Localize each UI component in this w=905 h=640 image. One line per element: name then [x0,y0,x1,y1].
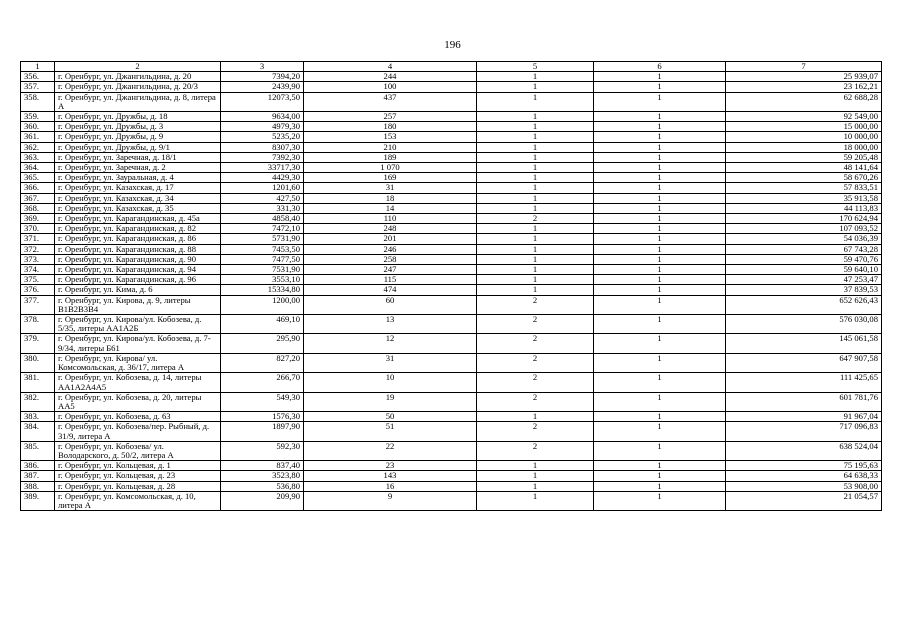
row-number-cell: 372. [21,244,55,254]
area-cell: 331,30 [221,203,304,213]
count-cell: 51 [304,422,477,441]
amount-cell: 652 626,43 [726,295,882,314]
row-number-cell: 370. [21,224,55,234]
address-cell: г. Оренбург, ул. Карагандинская, д. 90 [55,254,221,264]
amount-cell: 57 833,51 [726,183,882,193]
col-5-value-cell: 2 [477,422,594,441]
col-6-value-cell: 1 [594,214,726,224]
amount-cell: 67 743,28 [726,244,882,254]
count-cell: 1 070 [304,163,477,173]
amount-cell: 647 907,58 [726,353,882,372]
col-5-value-cell: 1 [477,285,594,295]
col-6-value-cell: 1 [594,82,726,92]
table-row [21,214,882,224]
count-cell: 13 [304,315,477,334]
row-number-cell: 365. [21,173,55,183]
table-row [21,295,882,314]
count-cell: 115 [304,275,477,285]
col-5-value-cell: 1 [477,82,594,92]
amount-cell: 21 054,57 [726,491,882,510]
count-cell: 244 [304,72,477,82]
amount-cell: 717 096,83 [726,422,882,441]
row-number-cell: 385. [21,441,55,460]
col-5-value-cell: 1 [477,224,594,234]
count-cell: 143 [304,471,477,481]
area-cell: 5731,90 [221,234,304,244]
col-5-value-cell: 1 [477,72,594,82]
amount-cell: 601 781,76 [726,392,882,411]
address-cell: г. Оренбург, ул. Кобозева/пер. Рыбный, д. 31/9, литера А [55,422,221,441]
address-cell: г. Оренбург, ул. Кольцевая, д. 28 [55,481,221,491]
col-5-value-cell: 1 [477,203,594,213]
row-number-cell: 362. [21,142,55,152]
col-5-value-cell: 1 [477,173,594,183]
table-row [21,112,882,122]
housing-register-table [20,61,882,511]
row-number-cell: 378. [21,315,55,334]
address-cell: г. Оренбург, ул. Джангильдина, д. 8, литера А [55,92,221,111]
col-6-value-cell: 1 [594,72,726,82]
col-6-value-cell: 1 [594,152,726,162]
address-cell: г. Оренбург, ул. Заречная, д. 2 [55,163,221,173]
amount-cell: 576 030,08 [726,315,882,334]
address-cell: г. Оренбург, ул. Джангильдина, д. 20/3 [55,82,221,92]
count-cell: 258 [304,254,477,264]
table-row [21,224,882,234]
table-row [21,265,882,275]
area-cell: 3553,10 [221,275,304,285]
table-row [21,334,882,353]
col-5-value-cell: 1 [477,275,594,285]
area-cell: 7394,20 [221,72,304,82]
row-number-cell: 360. [21,122,55,132]
col-6-value-cell: 1 [594,392,726,411]
area-cell: 9634,00 [221,112,304,122]
amount-cell: 92 549,00 [726,112,882,122]
table-row [21,142,882,152]
row-number-cell: 384. [21,422,55,441]
count-cell: 201 [304,234,477,244]
count-cell: 19 [304,392,477,411]
address-cell: г. Оренбург, ул. Карагандинская, д. 88 [55,244,221,254]
row-number-cell: 356. [21,72,55,82]
col-5-value-cell: 1 [477,234,594,244]
col-5-value-cell: 1 [477,163,594,173]
col-5-value-cell: 1 [477,461,594,471]
area-cell: 15334,80 [221,285,304,295]
col-5-value-cell: 1 [477,132,594,142]
count-cell: 14 [304,203,477,213]
col-5-value-cell: 1 [477,491,594,510]
count-cell: 210 [304,142,477,152]
row-number-cell: 389. [21,491,55,510]
count-cell: 22 [304,441,477,460]
area-cell: 4858,40 [221,214,304,224]
address-cell: г. Оренбург, ул. Карагандинская, д. 96 [55,275,221,285]
table-row [21,244,882,254]
row-number-cell: 380. [21,353,55,372]
amount-cell: 35 913,58 [726,193,882,203]
area-cell: 12073,50 [221,92,304,111]
col-5-value-cell: 1 [477,254,594,264]
area-cell: 3523,80 [221,471,304,481]
table-row [21,193,882,203]
table-row [21,422,882,441]
header-col-3: 3 [221,62,304,72]
count-cell: 153 [304,132,477,142]
col-6-value-cell: 1 [594,334,726,353]
address-cell: г. Оренбург, ул. Дружбы, д. 3 [55,122,221,132]
col-5-value-cell: 1 [477,244,594,254]
count-cell: 474 [304,285,477,295]
amount-cell: 75 195,63 [726,461,882,471]
count-cell: 9 [304,491,477,510]
count-cell: 60 [304,295,477,314]
count-cell: 257 [304,112,477,122]
col-6-value-cell: 1 [594,234,726,244]
area-cell: 536,80 [221,481,304,491]
count-cell: 189 [304,152,477,162]
address-cell: г. Оренбург, ул. Кольцевая, д. 1 [55,461,221,471]
col-5-value-cell: 2 [477,353,594,372]
count-cell: 248 [304,224,477,234]
col-6-value-cell: 1 [594,183,726,193]
table-row [21,275,882,285]
col-5-value-cell: 2 [477,214,594,224]
amount-cell: 170 624,94 [726,214,882,224]
row-number-cell: 358. [21,92,55,111]
row-number-cell: 374. [21,265,55,275]
col-5-value-cell: 1 [477,122,594,132]
area-cell: 549,30 [221,392,304,411]
count-cell: 23 [304,461,477,471]
col-6-value-cell: 1 [594,224,726,234]
address-cell: г. Оренбург, ул. Кирова/ул. Кобозева, д. 5/35, литеры АА1А2Б [55,315,221,334]
table-row [21,92,882,111]
table-row [21,412,882,422]
col-6-value-cell: 1 [594,491,726,510]
col-6-value-cell: 1 [594,353,726,372]
area-cell: 8307,30 [221,142,304,152]
area-cell: 837,40 [221,461,304,471]
row-number-cell: 383. [21,412,55,422]
col-5-value-cell: 2 [477,315,594,334]
col-6-value-cell: 1 [594,203,726,213]
col-6-value-cell: 1 [594,173,726,183]
row-number-cell: 381. [21,373,55,392]
area-cell: 7392,30 [221,152,304,162]
address-cell: г. Оренбург, ул. Заречная, д. 18/1 [55,152,221,162]
amount-cell: 91 967,04 [726,412,882,422]
col-6-value-cell: 1 [594,112,726,122]
count-cell: 437 [304,92,477,111]
amount-cell: 53 908,00 [726,481,882,491]
header-col-2: 2 [55,62,221,72]
table-row [21,285,882,295]
row-number-cell: 367. [21,193,55,203]
row-number-cell: 371. [21,234,55,244]
amount-cell: 15 000,00 [726,122,882,132]
count-cell: 50 [304,412,477,422]
amount-cell: 638 524,04 [726,441,882,460]
row-number-cell: 361. [21,132,55,142]
col-6-value-cell: 1 [594,373,726,392]
count-cell: 12 [304,334,477,353]
table-row [21,461,882,471]
col-6-value-cell: 1 [594,422,726,441]
header-col-1: 1 [21,62,55,72]
area-cell: 1576,30 [221,412,304,422]
table-row [21,82,882,92]
address-cell: г. Оренбург, ул. Казахская, д. 17 [55,183,221,193]
address-cell: г. Оренбург, ул. Казахская, д. 34 [55,193,221,203]
col-6-value-cell: 1 [594,244,726,254]
area-cell: 4429,30 [221,173,304,183]
address-cell: г. Оренбург, ул. Джангильдина, д. 20 [55,72,221,82]
row-number-cell: 357. [21,82,55,92]
col-5-value-cell: 2 [477,392,594,411]
col-5-value-cell: 2 [477,295,594,314]
row-number-cell: 373. [21,254,55,264]
amount-cell: 44 113,83 [726,203,882,213]
row-number-cell: 388. [21,481,55,491]
amount-cell: 25 939,07 [726,72,882,82]
table-row [21,173,882,183]
address-cell: г. Оренбург, ул. Кирова, д. 9, литеры В1В2В3В4 [55,295,221,314]
row-number-cell: 375. [21,275,55,285]
address-cell: г. Оренбург, ул. Дружбы, д. 9/1 [55,142,221,152]
count-cell: 110 [304,214,477,224]
col-5-value-cell: 1 [477,142,594,152]
row-number-cell: 376. [21,285,55,295]
amount-cell: 48 141,64 [726,163,882,173]
table-row [21,353,882,372]
row-number-cell: 366. [21,183,55,193]
address-cell: г. Оренбург, ул. Карагандинская, д. 94 [55,265,221,275]
address-cell: г. Оренбург, ул. Дружбы, д. 18 [55,112,221,122]
area-cell: 7531,90 [221,265,304,275]
col-6-value-cell: 1 [594,295,726,314]
address-cell: г. Оренбург, ул. Кирова/ ул. Комсомольская, д. 36/17, литера А [55,353,221,372]
table-row [21,441,882,460]
header-col-6: 6 [594,62,726,72]
col-6-value-cell: 1 [594,132,726,142]
table-row [21,254,882,264]
header-row [21,62,882,72]
area-cell: 295,90 [221,334,304,353]
col-6-value-cell: 1 [594,122,726,132]
col-6-value-cell: 1 [594,163,726,173]
table-row [21,132,882,142]
table-row [21,481,882,491]
table-row [21,491,882,510]
table-body [21,72,882,511]
amount-cell: 59 640,10 [726,265,882,275]
col-6-value-cell: 1 [594,471,726,481]
table-row [21,72,882,82]
address-cell: г. Оренбург, ул. Кольцевая, д. 23 [55,471,221,481]
area-cell: 7477,50 [221,254,304,264]
area-cell: 7453,50 [221,244,304,254]
address-cell: г. Оренбург, ул. Кобозева, д. 63 [55,412,221,422]
row-number-cell: 368. [21,203,55,213]
table-row [21,183,882,193]
address-cell: г. Оренбург, ул. Карагандинская, д. 45а [55,214,221,224]
col-5-value-cell: 1 [477,412,594,422]
count-cell: 169 [304,173,477,183]
col-5-value-cell: 2 [477,334,594,353]
row-number-cell: 377. [21,295,55,314]
address-cell: г. Оренбург, ул. Дружбы, д. 9 [55,132,221,142]
row-number-cell: 386. [21,461,55,471]
amount-cell: 107 093,52 [726,224,882,234]
address-cell: г. Оренбург, ул. Кима, д. 6 [55,285,221,295]
col-6-value-cell: 1 [594,265,726,275]
col-6-value-cell: 1 [594,92,726,111]
header-col-5: 5 [477,62,594,72]
amount-cell: 59 205,48 [726,152,882,162]
header-col-7: 7 [726,62,882,72]
address-cell: г. Оренбург, ул. Зауральная, д. 4 [55,173,221,183]
col-5-value-cell: 1 [477,471,594,481]
page-number: 196 [444,39,461,51]
count-cell: 18 [304,193,477,203]
amount-cell: 37 839,53 [726,285,882,295]
col-6-value-cell: 1 [594,254,726,264]
count-cell: 180 [304,122,477,132]
col-5-value-cell: 1 [477,481,594,491]
amount-cell: 62 688,28 [726,92,882,111]
amount-cell: 64 638,33 [726,471,882,481]
count-cell: 10 [304,373,477,392]
address-cell: г. Оренбург, ул. Карагандинская, д. 82 [55,224,221,234]
table-header [21,62,882,72]
amount-cell: 23 162,21 [726,82,882,92]
area-cell: 2439,90 [221,82,304,92]
row-number-cell: 379. [21,334,55,353]
table-row [21,234,882,244]
area-cell: 827,20 [221,353,304,372]
table-row [21,315,882,334]
col-6-value-cell: 1 [594,142,726,152]
count-cell: 246 [304,244,477,254]
col-6-value-cell: 1 [594,412,726,422]
col-6-value-cell: 1 [594,315,726,334]
col-6-value-cell: 1 [594,193,726,203]
address-cell: г. Оренбург, ул. Карагандинская, д. 86 [55,234,221,244]
col-6-value-cell: 1 [594,461,726,471]
col-5-value-cell: 1 [477,193,594,203]
area-cell: 427,50 [221,193,304,203]
area-cell: 4979,30 [221,122,304,132]
table-row [21,163,882,173]
col-6-value-cell: 1 [594,441,726,460]
address-cell: г. Оренбург, ул. Кобозева, д. 14, литеры АА1А2А4А5 [55,373,221,392]
area-cell: 7472,10 [221,224,304,234]
row-number-cell: 364. [21,163,55,173]
col-6-value-cell: 1 [594,285,726,295]
col-6-value-cell: 1 [594,481,726,491]
amount-cell: 47 253,47 [726,275,882,285]
header-col-4: 4 [304,62,477,72]
count-cell: 31 [304,353,477,372]
area-cell: 33717,30 [221,163,304,173]
amount-cell: 145 061,58 [726,334,882,353]
address-cell: г. Оренбург, ул. Кобозева/ ул. Володарского, д. 50/2, литера А [55,441,221,460]
area-cell: 266,70 [221,373,304,392]
count-cell: 16 [304,481,477,491]
area-cell: 5235,20 [221,132,304,142]
table-row [21,203,882,213]
area-cell: 209,90 [221,491,304,510]
area-cell: 1897,90 [221,422,304,441]
area-cell: 1201,60 [221,183,304,193]
col-5-value-cell: 2 [477,373,594,392]
col-5-value-cell: 1 [477,183,594,193]
amount-cell: 54 036,39 [726,234,882,244]
col-5-value-cell: 1 [477,112,594,122]
area-cell: 592,30 [221,441,304,460]
address-cell: г. Оренбург, ул. Казахская, д. 35 [55,203,221,213]
col-5-value-cell: 1 [477,92,594,111]
row-number-cell: 387. [21,471,55,481]
row-number-cell: 369. [21,214,55,224]
count-cell: 31 [304,183,477,193]
amount-cell: 111 425,65 [726,373,882,392]
row-number-cell: 363. [21,152,55,162]
col-5-value-cell: 1 [477,265,594,275]
count-cell: 247 [304,265,477,275]
table-row [21,373,882,392]
amount-cell: 18 000,00 [726,142,882,152]
area-cell: 469,10 [221,315,304,334]
count-cell: 100 [304,82,477,92]
address-cell: г. Оренбург, ул. Комсомольская, д. 10, литера А [55,491,221,510]
amount-cell: 58 670,26 [726,173,882,183]
area-cell: 1200,00 [221,295,304,314]
row-number-cell: 382. [21,392,55,411]
table-row [21,122,882,132]
col-6-value-cell: 1 [594,275,726,285]
table-row [21,471,882,481]
col-5-value-cell: 1 [477,152,594,162]
address-cell: г. Оренбург, ул. Кирова/ул. Кобозева, д. 7-9/34, литеры Б61 [55,334,221,353]
table-row [21,152,882,162]
amount-cell: 59 470,76 [726,254,882,264]
row-number-cell: 359. [21,112,55,122]
col-5-value-cell: 2 [477,441,594,460]
table-row [21,392,882,411]
address-cell: г. Оренбург, ул. Кобозева, д. 20, литеры АА5 [55,392,221,411]
amount-cell: 10 000,00 [726,132,882,142]
